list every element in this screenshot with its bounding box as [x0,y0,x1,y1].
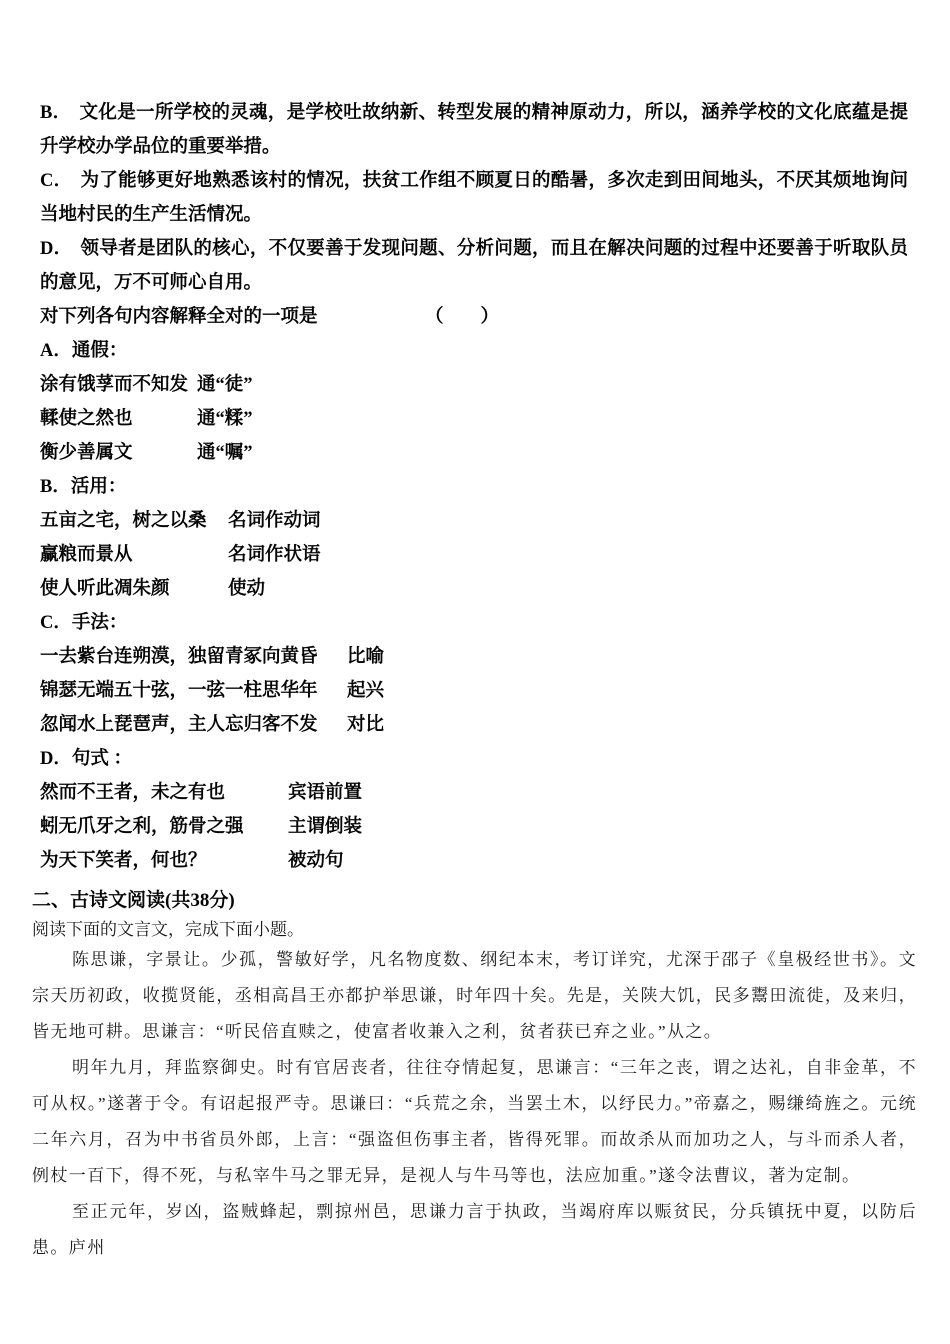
row-term: 輮使之然也 [40,409,133,429]
glossary-row [40,708,908,742]
option-text: 领导者是团队的核心，不仅要善于发现问题、分析问题，而且在解决问题的过程中还要善于听取队员的意见，万不可师心自用。 [40,239,908,293]
group-heading-jushi: D．句式 ： [40,749,132,769]
group-heading-huoyong: B．活用： [40,477,127,497]
glossary-row [40,810,908,844]
option-item-d [40,232,908,300]
option-label: C． [40,171,73,191]
passage-paragraph: 陈思谦，字景让。少孤，警敏好学，凡名物度数、纲纪本末，考订详究，尤深于邵子《皇极经世书》。文宗天历初政，收揽贤能，丞相高昌王亦都护举思谦，时年四十矣。先是，关陕大饥，民多鬻田流徙，及来归，皆无地可耕。思谦言：“听民倍直赎之，使富者收兼入之利，贫者获已弃之业。”从之。 [32,950,917,1041]
row-gloss: 通“糅” [197,409,253,429]
option-text: 文化是一所学校的灵魂，是学校吐故纳新、转型发展的精神原动力，所以，涵养学校的文化底蕴是提升学校办学品位的重要举措。 [40,103,908,157]
question-line [40,300,908,334]
glossary-row [40,504,908,538]
glossary-row [40,538,908,572]
glossary-row [40,368,908,402]
row-term: 使人听此凋朱颜 [40,579,170,599]
row-term: 然而不王者，未之有也 [40,783,226,803]
glossary-row [40,640,908,674]
row-term: 赢粮而景从 [40,545,133,565]
row-term: 锦瑟无端五十弦，一弦一柱思华年 [40,681,318,701]
option-label: D． [40,239,73,259]
option-label: B． [40,103,72,123]
multiple-choice-section [0,96,950,878]
row-gloss: 宾语前置 [288,783,363,803]
row-gloss: 名词作状语 [228,545,321,565]
row-term: 衡少善属文 [40,443,133,463]
row-term: 五亩之宅，树之以桑 [40,511,207,531]
row-gloss: 主谓倒装 [288,817,363,837]
glossary-row [40,402,908,436]
row-gloss: 起兴 [347,681,385,701]
passage-paragraph: 明年九月，拜监察御史。时有官居丧者，往往夺情起复，思谦言：“三年之丧，谓之达礼，自非金革，不可从权。”遂著于令。有诏起报严寺。思谦曰：“兵荒之余，当罢土木，以纾民力。”帝嘉之，赐缣绮旌之。元统二年六月，召为中书省员外郎，上言：“强盗但伤事主者，皆得死罪。而故杀从而加功之人，与斗而杀人者，例杖一百下，得不死，与私宰牛马之罪无异，是视人与牛马等也，法应加重。”遂令法曹议，著为定制。 [32,1058,917,1185]
passage-paragraph: 至正元年，岁凶，盗贼蜂起，剽掠州邑，思谦力言于执政，当竭府库以赈贫民，分兵镇抚中夏，以防后患。庐州 [32,1202,917,1257]
row-gloss: 使动 [228,579,266,599]
row-gloss: 通“徒” [197,375,253,395]
classical-reading-section [0,884,950,1266]
passage-intro: 阅读下面的文言文，完成下面小题。 [32,920,304,939]
row-gloss: 通“嘱” [197,443,253,463]
glossary-row [40,844,908,878]
glossary-row [40,776,908,810]
row-term: 为天下笑者，何也？ [40,851,207,871]
row-term: 一去紫台连朔漠，独留青冢向黄昏 [40,647,318,667]
option-item-c [40,164,908,232]
question-stem: 对下列各句内容解释全对的一项是 [40,307,318,327]
row-gloss: 名词作动词 [228,511,321,531]
row-term: 蚓无爪牙之利，筋骨之强 [40,817,244,837]
row-gloss: 比喻 [347,647,385,667]
option-text: 为了能够更好地熟悉该村的情况，扶贫工作组不顾夏日的酷暑，多次走到田间地头，不厌其烦地询问当地村民的生产生活情况。 [40,171,908,225]
row-gloss: 被动句 [288,851,344,871]
row-gloss: 对比 [347,715,385,735]
glossary-row [40,436,908,470]
answer-bracket: （ ） [425,307,500,327]
classical-passage [32,942,917,1266]
group-heading-shoufa: C．手法： [40,613,128,633]
option-item-b [40,96,908,164]
group-heading-tongjia: A．通假： [40,341,128,361]
glossary-row [40,674,908,708]
row-term: 涂有饿莩而不知发 [40,375,189,395]
row-term: 忽闻水上琵琶声，主人忘归客不发 [40,715,318,735]
glossary-row [40,572,908,606]
section-heading: 二、古诗文阅读(共38分) [32,890,235,911]
